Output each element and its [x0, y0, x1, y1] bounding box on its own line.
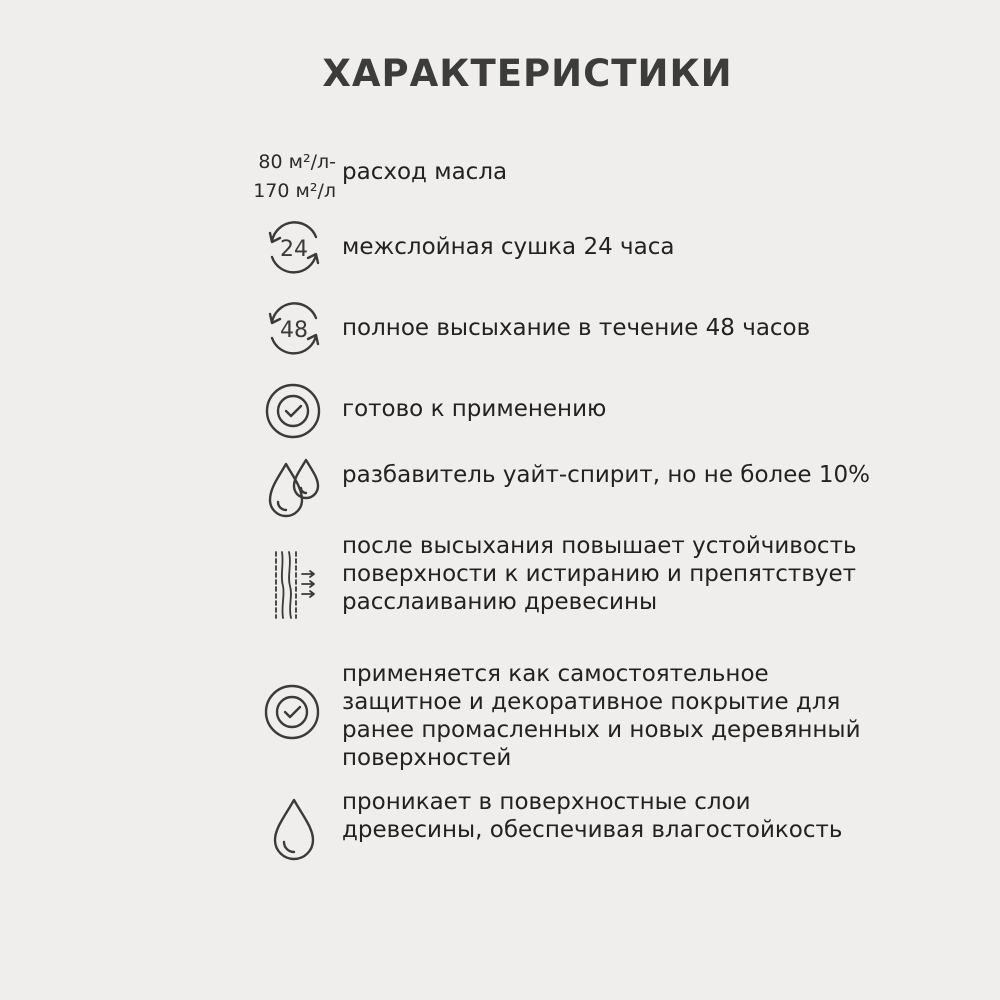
- two-drops-icon: [264, 456, 326, 522]
- cycle-48-icon: [262, 296, 326, 360]
- consumption-rate: [218, 148, 336, 206]
- cycle-24-badge: 24: [280, 237, 308, 262]
- feature-text-abrasion-resistance: после высыхания повышает устойчивость поверхности к истиранию и препятствует расслаиванию древесины: [342, 533, 857, 615]
- feature-text-full-drying: полное высыхание в течение 48 часов: [342, 315, 811, 341]
- check-circle-icon: [264, 382, 322, 440]
- wood-grain-icon: [270, 550, 320, 620]
- feature-text-thinner: разбавитель уайт-спирит, но не более 10%: [342, 462, 870, 488]
- check-circle-icon: [263, 683, 321, 741]
- drop-icon: [270, 796, 318, 862]
- cycle-24-icon: [262, 215, 326, 279]
- feature-text-moisture-resistance: проникает в поверхностные слои древесины, обеспечивая влагостойкость: [342, 789, 843, 843]
- feature-text-protective-coating: применяется как самостоятельное защитное и декоративное покрытие для ранее промасленных и новых деревянный поверхностей: [342, 661, 861, 771]
- rate-line-2: 170 м²/л: [253, 180, 336, 202]
- feature-text-ready-to-use: готово к применению: [342, 396, 607, 422]
- feature-text-consumption: расход масла: [342, 159, 508, 185]
- rate-line-1: 80 м²/л-: [258, 151, 336, 173]
- page-title: ХАРАКТЕРИСТИКИ: [322, 52, 733, 95]
- cycle-48-badge: 48: [280, 318, 308, 343]
- feature-text-interlayer-drying: межслойная сушка 24 часа: [342, 234, 675, 260]
